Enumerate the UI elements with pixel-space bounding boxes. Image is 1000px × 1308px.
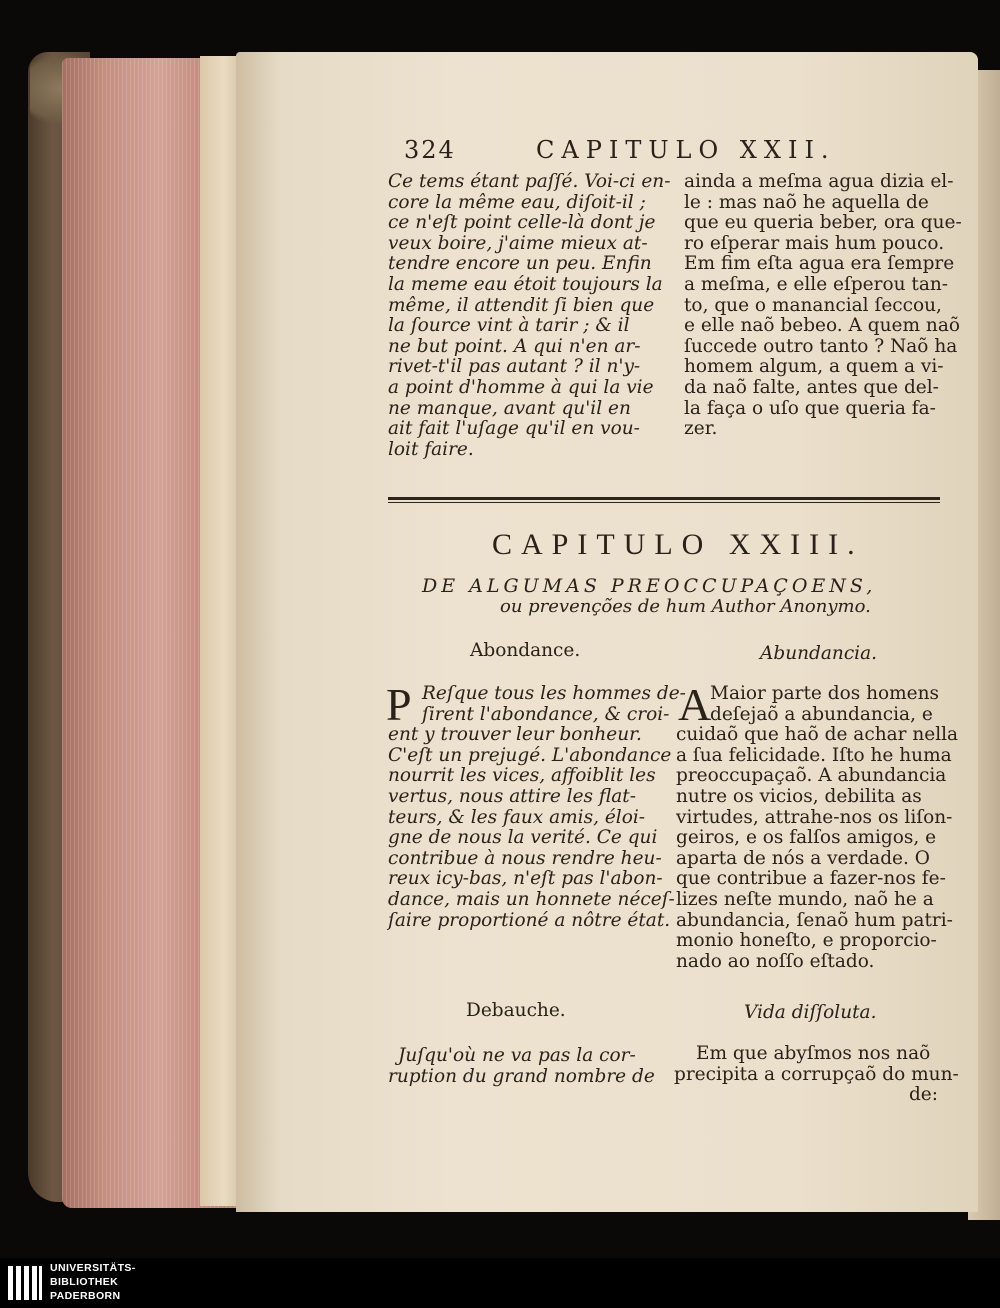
text-line: tendre encore un peu. Enfin	[388, 253, 652, 275]
text-line: gne de nous la verité. Ce qui	[388, 827, 658, 849]
chapter-subtitle-1: DE ALGUMAS PREOCCUPAÇOENS,	[422, 575, 877, 597]
text-line: que eu queria beber, ora que-	[684, 212, 962, 234]
text-line: ro eſperar mais hum pouco.	[684, 232, 945, 254]
text-line: e elle naõ bebeo. A quem naõ	[684, 315, 961, 337]
chapter-subtitle-2: ou prevenções de hum Author Anonymo.	[500, 596, 871, 617]
text-line: ainda a meſma agua dizia el-	[684, 171, 954, 192]
text-line: le : mas naõ he aquella de	[684, 191, 929, 213]
chapter-title: CAPITULO XXIII.	[492, 528, 864, 561]
section1-right-column	[676, 679, 959, 972]
text-line: a ſua felicidade. Iſto he huma	[676, 744, 952, 766]
text-line: la meme eau étoit toujours la	[388, 273, 663, 295]
text-line: contribue à nous rendre heu-	[388, 847, 662, 869]
running-head-chapter: CAPITULO XXII.	[536, 136, 836, 164]
text-line: homem algum, a quem a vi-	[684, 356, 944, 378]
text-line: nado ao noſſo eſtado.	[676, 950, 875, 972]
section2-heading-fr: Debauche.	[466, 1000, 566, 1021]
text-line: monio honeſto, e proporcio-	[676, 930, 937, 952]
section2-left-column	[388, 1045, 655, 1087]
text-line: lizes neſte mundo, naõ he a	[676, 888, 934, 910]
text-line: precipita a corrupçaõ do mun-	[674, 1063, 959, 1085]
section-heading-pt: Abundancia.	[760, 643, 878, 664]
text-line: reux icy-bas, n'eſt pas l'abon-	[388, 868, 663, 890]
drop-cap-right: A	[678, 679, 712, 730]
text-line: C'eſt un prejugé. L'abondance	[388, 744, 672, 766]
section2-right-column	[674, 1043, 959, 1106]
text-line: ne manque, avant qu'il en	[388, 397, 631, 419]
text-line: ruption du grand nombre de	[388, 1065, 655, 1087]
text-line: core la même eau, diſoit-il ;	[388, 191, 646, 213]
text-line: ſuccede outro tanto ? Naõ ha	[684, 335, 958, 357]
text-line: nourrit les vices, affoiblit les	[388, 765, 656, 787]
section-rule	[388, 497, 940, 500]
page-number: 324	[404, 136, 456, 164]
text-line: veux boire, j'aime mieux at-	[388, 232, 648, 254]
text-line: rivet-t'il pas autant ? il n'y-	[388, 356, 641, 378]
section1-left-column	[386, 679, 686, 931]
text-line: la faça o uſo que queria fa-	[684, 397, 936, 419]
text-line: loit faire.	[388, 438, 474, 460]
text-line: a point d'homme à qui la vie	[388, 376, 654, 398]
text-line: abundancia, ſenaõ hum patri-	[676, 909, 953, 931]
text-line: Ce tems étant paſſé. Voi-ci en-	[388, 171, 671, 192]
section2-heading-pt: Vida diſſoluta.	[744, 1002, 877, 1023]
top-right-column	[684, 171, 962, 440]
library-name-line-2: BIBLIOTHEK	[50, 1276, 119, 1288]
text-line: ent y trouver leur bonheur.	[388, 724, 642, 746]
text-line: nutre os vicios, debilita as	[676, 785, 922, 807]
text-line: Em fim eſta agua era ſempre	[684, 253, 955, 275]
top-left-column	[388, 171, 671, 460]
text-line: a meſma, e elle eſperou tan-	[684, 273, 949, 295]
text-line: to, que o manancial ſeccou,	[684, 294, 942, 316]
text-line: da naõ falte, antes que del-	[684, 376, 939, 398]
text-line: virtudes, attrahe-nos os liſon-	[676, 806, 953, 828]
text-line: ait fait l'uſage qu'il en vou-	[388, 418, 640, 440]
text-line: de:	[908, 1084, 938, 1106]
library-footer	[0, 1258, 1000, 1308]
section-rule-thin	[388, 502, 940, 503]
library-logo-icon	[6, 1262, 44, 1304]
text-line: ce n'eſt point celle-là dont je	[388, 212, 656, 234]
text-line: Reſque tous les hommes de-	[422, 683, 686, 704]
drop-cap-left: P	[386, 679, 412, 730]
text-line: que contribue a fazer-nos fe-	[676, 868, 946, 890]
text-line: deſejaõ a abundancia, e	[710, 703, 933, 725]
text-line: cuidaõ que haõ de achar nella	[676, 724, 959, 746]
text-line: ne but point. A qui n'en ar-	[388, 335, 641, 357]
text-line: geiros, e os falſos amigos, e	[676, 827, 937, 849]
text-line: teurs, & les faux amis, éloi-	[388, 806, 646, 828]
text-line: ſaire proportioné a nôtre état.	[388, 909, 671, 931]
text-line: la ſource vint à tarir ; & il	[388, 315, 630, 337]
library-name-line-1: UNIVERSITÄTS-	[50, 1262, 136, 1274]
text-line: même, il attendit ſi bien que	[388, 294, 655, 316]
text-line: dance, mais un honnete néceſ-	[388, 888, 675, 910]
text-line: Maior parte dos homens	[710, 683, 940, 704]
text-line: ſirent l'abondance, & croi-	[422, 703, 670, 725]
section-heading-fr: Abondance.	[470, 640, 581, 661]
text-line: vertus, nous attire les flat-	[388, 785, 636, 807]
text-line: Juſqu'où ne va pas la cor-	[398, 1045, 636, 1066]
text-line: aparta de nós a verdade. O	[676, 847, 930, 869]
text-line: preoccupaçaõ. A abundancia	[676, 765, 947, 787]
text-line: zer.	[684, 418, 718, 440]
text-line: Em que abyſmos nos naõ	[696, 1043, 931, 1064]
library-name-line-3: PADERBORN	[50, 1290, 121, 1302]
